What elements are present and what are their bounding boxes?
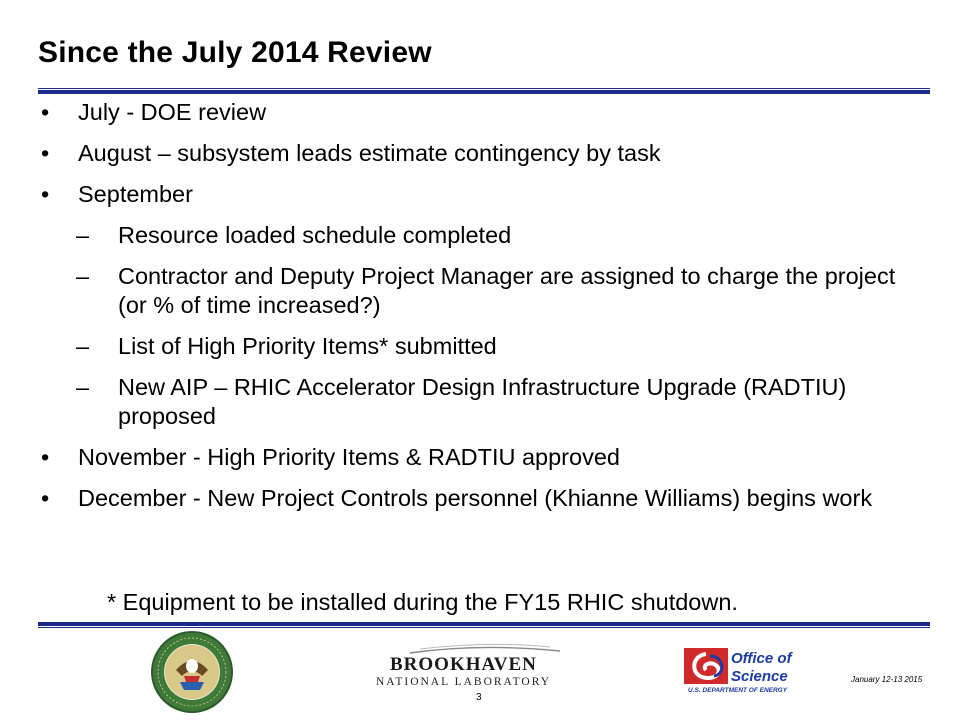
bullet-item [38,443,930,472]
doe-seal-logo [150,630,234,714]
brookhaven-name: BROOKHAVEN [390,654,537,675]
dash-marker: – [76,263,90,289]
brookhaven-logo [370,643,570,693]
sub-bullet-item [38,373,930,431]
bullet-list [38,94,930,513]
bullet-text: September [78,181,193,207]
presentation-date: January 12-13 2015 [851,675,923,684]
bullet-marker: • [41,444,50,470]
footnote: * Equipment to be installed during the FY15 RHIC shutdown. [107,589,738,615]
bullet-marker: • [41,140,50,166]
bullet-text: New AIP – RHIC Accelerator Design Infrastructure Upgrade (RADTIU) proposed [118,374,847,429]
sub-bullet-item [38,221,930,250]
bullet-item [38,139,930,168]
brookhaven-subtitle: NATIONAL LABORATORY [376,676,552,688]
bullet-text: August – subsystem leads estimate contingency by task [78,140,661,166]
dash-marker: – [76,222,90,248]
bullet-item [38,484,930,513]
bullet-marker: • [41,485,50,511]
bullet-text: July - DOE review [78,99,267,125]
bullet-text: December - New Project Controls personnel (Khianne Williams) begins work [78,485,873,511]
bullet-text: List of High Priority Items* submitted [118,333,497,359]
sub-bullet-item [38,262,930,320]
footer-rule [38,621,930,628]
page-number: 3 [476,692,482,703]
bullet-text: Contractor and Deputy Project Manager are assigned to charge the project (or % of time increased?) [118,263,896,318]
bullet-text: Resource loaded schedule completed [118,222,512,248]
bullet-text: November - High Priority Items & RADTIU approved [78,444,620,470]
office-line1: Office of [731,650,792,667]
dash-marker: – [76,374,90,400]
bullet-item [38,180,930,209]
dash-marker: – [76,333,90,359]
sub-bullet-item [38,332,930,361]
bullet-marker: • [41,99,50,125]
office-line2: Science [731,668,788,685]
office-of-science-logo [684,644,824,694]
office-dept: U.S. DEPARTMENT OF ENERGY [688,687,788,694]
bullet-item [38,98,930,127]
bullet-marker: • [41,181,50,207]
slide-title: Since the July 2014 Review [38,36,432,69]
